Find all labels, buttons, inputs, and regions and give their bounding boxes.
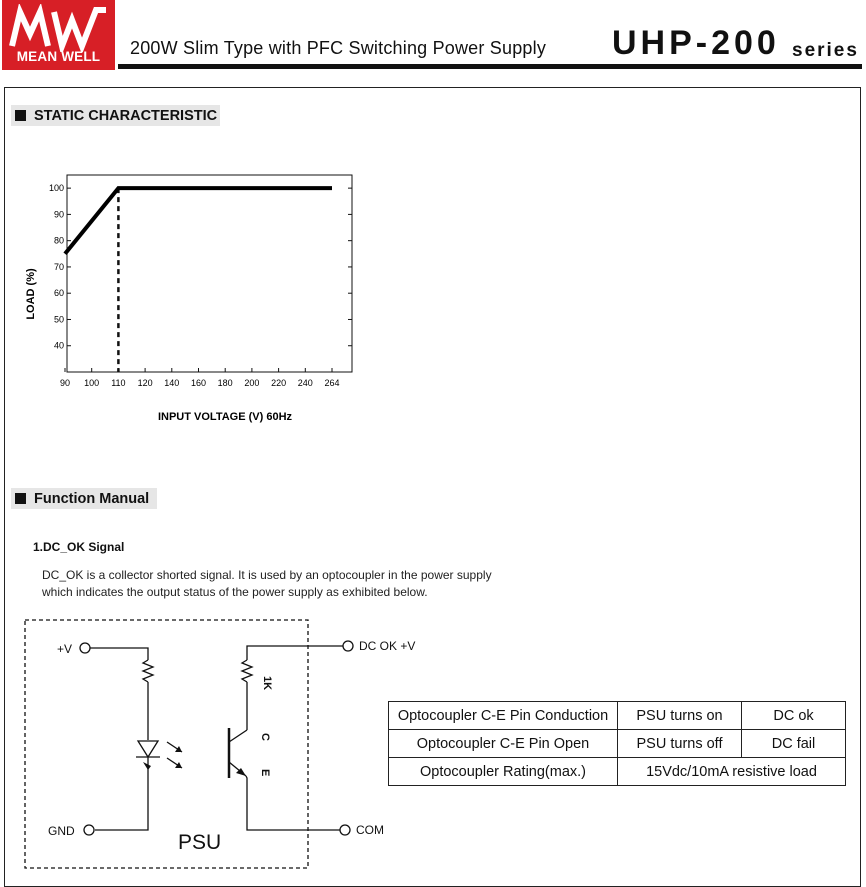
dc-ok-table <box>388 701 846 786</box>
com-terminal-icon <box>340 825 350 835</box>
dc-ok-terminal-icon <box>343 641 353 651</box>
light-arrow-head-1 <box>143 762 151 770</box>
y-tick-label: 70 <box>53 261 64 272</box>
table-cell: DC fail <box>742 730 846 758</box>
gnd-label: GND <box>48 824 75 838</box>
y-tick-label: 100 <box>48 183 64 194</box>
function-manual-title: Function Manual <box>34 490 150 507</box>
table-cell: 15Vdc/10mA resistive load <box>618 758 846 786</box>
x-tick-label: 110 <box>111 378 126 388</box>
resistor-value-label: 1K <box>261 676 273 691</box>
brand-name: MEAN WELL <box>16 49 101 64</box>
com-label: COM <box>356 823 384 837</box>
x-tick-label: 160 <box>190 378 207 388</box>
model-name: UHP-200 <box>612 24 780 62</box>
dc-ok-wire <box>247 646 343 660</box>
plus-v-wire <box>90 648 148 660</box>
led-diode-icon <box>138 741 158 757</box>
table-cell: Optocoupler C-E Pin Open <box>389 730 618 758</box>
description-line-1: DC_OK is a collector shorted signal. It is used by an optocoupler in the power supply <box>42 568 492 582</box>
table-cell: DC ok <box>742 702 846 730</box>
y-tick-label: 60 <box>53 288 64 299</box>
collector-label: C <box>259 733 271 741</box>
plus-v-terminal-icon <box>80 643 90 653</box>
table-row <box>389 702 846 730</box>
light-arrowhead-b-icon <box>175 762 182 768</box>
x-tick-label: 100 <box>84 378 100 388</box>
product-description: 200W Slim Type with PFC Switching Power Supply <box>130 38 547 58</box>
table-cell: PSU turns off <box>618 730 742 758</box>
emitter-label: E <box>259 769 271 777</box>
collector-lead <box>229 730 247 742</box>
y-tick-label: 50 <box>53 314 64 325</box>
table-cell: PSU turns on <box>618 702 742 730</box>
com-wire <box>246 776 340 830</box>
x-tick-label: 264 <box>324 378 340 388</box>
y-axis-label: LOAD (%) <box>25 268 37 320</box>
dc-ok-subtitle: 1.DC_OK Signal <box>33 540 125 554</box>
table-cell: Optocoupler Rating(max.) <box>389 758 618 786</box>
y-tick-label: 80 <box>53 235 64 246</box>
series-label: series <box>792 40 859 61</box>
gnd-wire <box>95 757 148 830</box>
y-tick-label: 90 <box>53 209 64 220</box>
psu-label: PSU <box>178 831 222 854</box>
x-tick-label: 220 <box>271 378 287 388</box>
x-tick-label: 200 <box>244 378 260 388</box>
x-tick-label: 90 <box>59 378 71 388</box>
table-cell: Optocoupler C-E Pin Conduction <box>389 702 618 730</box>
x-tick-label: 180 <box>217 378 233 388</box>
pullup-resistor-icon <box>242 660 252 682</box>
static-characteristic-title: STATIC CHARACTERISTIC <box>34 107 218 124</box>
table-row <box>389 758 846 786</box>
x-tick-label: 120 <box>137 378 153 388</box>
x-axis-label: INPUT VOLTAGE (V) 60Hz <box>157 411 293 423</box>
x-tick-label: 240 <box>297 378 313 388</box>
dc-ok-v-label: DC OK +V <box>359 639 416 653</box>
plus-v-label: +V <box>57 642 73 656</box>
light-arrowhead-a-icon <box>175 746 182 752</box>
input-resistor-icon <box>143 660 153 682</box>
table-row <box>389 730 846 758</box>
description-line-2: which indicates the output status of the power supply as exhibited below. <box>42 585 428 599</box>
gnd-terminal-icon <box>84 825 94 835</box>
y-tick-label: 40 <box>53 340 64 351</box>
x-tick-label: 140 <box>164 378 180 388</box>
